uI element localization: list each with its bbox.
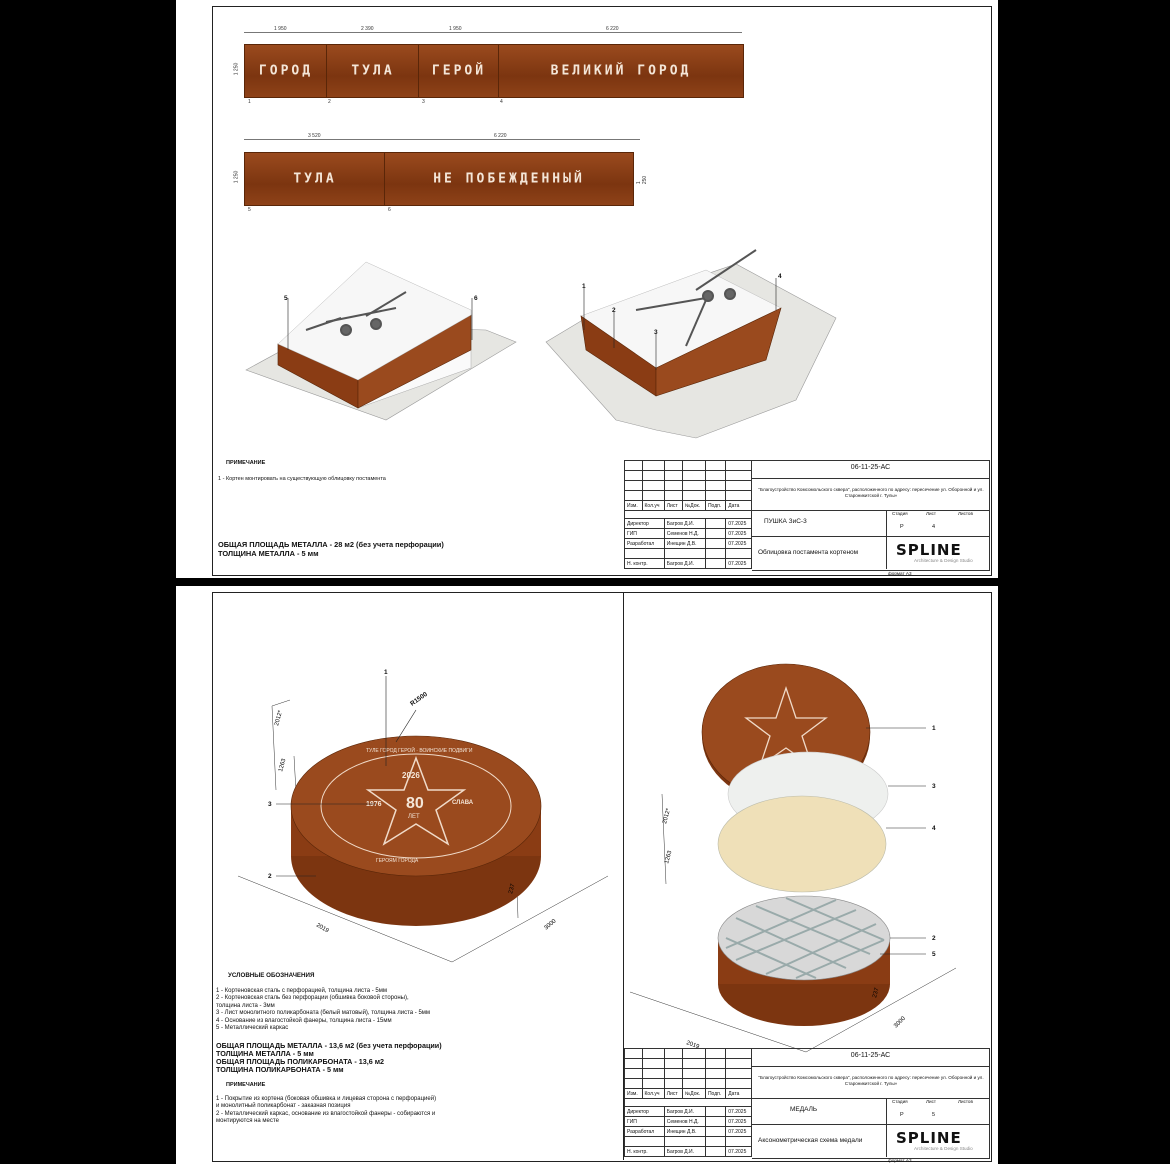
stage-header: Стадия bbox=[892, 511, 908, 516]
sheets-header: Листов bbox=[958, 511, 973, 516]
summary-line: ОБЩАЯ ПЛОЩАДЬ МЕТАЛЛА - 13,6 м2 (без учета перфорации) bbox=[216, 1041, 442, 1050]
summary-area: ОБЩАЯ ПЛОЩАДЬ МЕТАЛЛА - 28 м2 (без учета перфорации) bbox=[218, 540, 444, 549]
dim-radius: R1500 bbox=[409, 690, 429, 708]
stage-value: Р bbox=[900, 524, 904, 530]
dim-panel-3: 1 950 bbox=[449, 26, 462, 32]
dimension-line bbox=[244, 32, 742, 33]
corten-panel-6 bbox=[384, 152, 634, 206]
name-cell bbox=[664, 1137, 705, 1147]
panel-number-4: 4 bbox=[500, 99, 503, 105]
note-title: ПРИМЕЧАНИЕ bbox=[226, 460, 266, 466]
name-cell: Багров Д.И. bbox=[664, 519, 705, 529]
panel-text: ГОРОД bbox=[258, 63, 314, 79]
dim-panel-6: 6 220 bbox=[494, 133, 507, 139]
panel-text: ГЕРОЙ bbox=[431, 63, 487, 79]
summary-block bbox=[216, 1042, 442, 1074]
name-cell: Багров Д.И. bbox=[664, 1107, 705, 1117]
format-label: формат А3 bbox=[888, 1158, 912, 1163]
role-cell: Разработал bbox=[625, 539, 665, 549]
legend-item: 3 - Лист монолитного поликарбоната (белый матовый), толщина листа - 5мм bbox=[216, 1010, 431, 1017]
callout-1: 1 bbox=[582, 283, 586, 290]
document-code: 06-11-25-АС bbox=[850, 1052, 891, 1059]
sheets-header: Листов bbox=[958, 1099, 973, 1104]
header-cell: Лист bbox=[664, 1089, 682, 1099]
dimension-line bbox=[244, 139, 640, 140]
role-cell: Директор bbox=[625, 1107, 665, 1117]
header-cell: Изм. bbox=[625, 501, 643, 511]
corten-panel-4 bbox=[498, 44, 744, 98]
dim-panel-2: 2 390 bbox=[361, 26, 374, 32]
sheet-header: Лист bbox=[926, 511, 936, 516]
dim-height-right: 1 250 bbox=[636, 175, 649, 185]
dim-h3: 237 bbox=[508, 883, 517, 895]
plywood-base bbox=[718, 796, 886, 892]
note-item: и монолитный поликарбонат - заказная позиция bbox=[216, 1103, 351, 1110]
drawing-name: Облицовка постамента кортеном bbox=[758, 549, 859, 556]
note-item: монтируются на месте bbox=[216, 1118, 279, 1125]
legend-item: 1 - Кортеновская сталь с перфорацией, толщина листа - 5мм bbox=[216, 988, 387, 994]
note-item: 1 - Покрытие из кортена (боковая обшивка и лицевая сторона с перфорацией) bbox=[216, 1096, 437, 1102]
medal-ring-top: ТУЛЕ ГОРОД ГЕРОЙ · ВОИНСКИЕ ПОДВИГИ bbox=[366, 748, 473, 754]
drawing-sheet-5 bbox=[176, 586, 998, 1164]
date-cell: 07.2025 bbox=[726, 1147, 752, 1157]
drawing-sheet-4 bbox=[176, 0, 998, 578]
name-cell: Багров Д.И. bbox=[664, 1147, 705, 1157]
legend-item: 5 - Металлический каркас bbox=[216, 1025, 289, 1032]
role-cell: Разработал bbox=[625, 1127, 665, 1137]
note-title: ПРИМЕЧАНИЕ bbox=[226, 1082, 266, 1088]
pedestal-view-right bbox=[546, 250, 836, 438]
date-cell: 07.2025 bbox=[726, 1117, 752, 1127]
dim-panel-1: 1 950 bbox=[274, 26, 287, 32]
date-cell: 07.2025 bbox=[726, 1107, 752, 1117]
header-cell: Кол.уч bbox=[642, 501, 664, 511]
legend-item: 4 - Основание из влагостойкой фанеры, толщина листа - 15мм bbox=[216, 1017, 392, 1024]
revision-table bbox=[624, 460, 752, 569]
sheet-value: 5 bbox=[932, 1112, 936, 1118]
callout-1: 1 bbox=[384, 669, 388, 676]
dim-panel-5: 3 520 bbox=[308, 133, 321, 139]
legend-item: 2 - Кортеновская сталь без перфорации (обшивка боковой стороны), bbox=[216, 995, 409, 1002]
corten-panel-5 bbox=[244, 152, 386, 206]
date-cell bbox=[726, 1137, 752, 1147]
dim-height: 1 250 bbox=[233, 62, 240, 76]
dim-d2: 3000 bbox=[543, 918, 558, 932]
corten-panel-2 bbox=[326, 44, 420, 98]
summary-line: ОБЩАЯ ПЛОЩАДЬ ПОЛИКАРБОНАТА - 13,6 м2 bbox=[216, 1057, 385, 1066]
panel-text: ТУЛА bbox=[351, 63, 395, 79]
header-cell: Лист bbox=[664, 501, 682, 511]
header-cell: Дата bbox=[726, 1089, 752, 1099]
panel-text: ВЕЛИКИЙ ГОРОД bbox=[550, 63, 692, 79]
name-cell: Багров Д.И. bbox=[664, 559, 705, 569]
name-cell: Инещин Д.В. bbox=[664, 539, 705, 549]
role-cell: ГИП bbox=[625, 529, 665, 539]
callout-3: 3 bbox=[268, 801, 272, 808]
medal-ring-bottom: ГЕРОЯМ ГОРОДА bbox=[376, 858, 419, 864]
panel-number-5: 5 bbox=[248, 207, 251, 213]
stage-value: Р bbox=[900, 1112, 904, 1118]
role-cell: Н. контр. bbox=[625, 559, 665, 569]
callout-1: 1 bbox=[932, 725, 936, 732]
role-cell bbox=[625, 549, 665, 559]
name-cell: Инещин Д.В. bbox=[664, 1127, 705, 1137]
callout-4: 4 bbox=[778, 273, 782, 280]
date-cell: 07.2025 bbox=[726, 559, 752, 569]
date-cell bbox=[726, 549, 752, 559]
role-cell bbox=[625, 1137, 665, 1147]
dim-h2: 1263 bbox=[278, 758, 288, 773]
panel-text: НЕ ПОБЕЖДЕННЫЙ bbox=[433, 171, 585, 187]
spline-logo: SPLINE bbox=[896, 541, 962, 559]
pedestal-views bbox=[236, 250, 916, 450]
sheet-header: Лист bbox=[926, 1099, 936, 1104]
legend-list bbox=[216, 988, 430, 1032]
dim-h1: 2012* bbox=[662, 807, 672, 825]
dim-d2: 3000 bbox=[893, 1015, 907, 1030]
summary-line: ТОЛЩИНА ПОЛИКАРБОНАТА - 5 мм bbox=[216, 1065, 344, 1074]
callout-5: 5 bbox=[932, 951, 936, 958]
panel-number-1: 1 bbox=[248, 99, 251, 105]
panel-number-3: 3 bbox=[422, 99, 425, 105]
metal-frame bbox=[718, 896, 890, 1026]
summary-thickness: ТОЛЩИНА МЕТАЛЛА - 5 мм bbox=[218, 549, 319, 558]
corten-panel-3 bbox=[418, 44, 500, 98]
date-cell: 07.2025 bbox=[726, 1127, 752, 1137]
dim-height-left: 1 250 bbox=[233, 170, 240, 184]
notes-list bbox=[216, 1096, 436, 1126]
spline-logo: SPLINE bbox=[896, 1129, 962, 1147]
dim-h3: 237 bbox=[872, 987, 881, 999]
dim-h2: 1263 bbox=[664, 850, 674, 865]
medal-year-top: 2026 bbox=[402, 771, 420, 780]
object-name: ПУШКА ЗиС-3 bbox=[764, 518, 807, 525]
format-label: формат А3 bbox=[888, 571, 912, 576]
medal-years-sub: ЛЕТ bbox=[408, 814, 420, 820]
callout-3: 3 bbox=[654, 329, 658, 336]
note-text: 1 - Кортен монтировать на существующую облицовку постамента bbox=[218, 476, 386, 482]
note-item: 2 - Металлический каркас, основание из влагостойкой фанеры - собираются и bbox=[216, 1110, 436, 1117]
medal-year-left: 1976 bbox=[366, 801, 382, 808]
stage-header: Стадия bbox=[892, 1099, 908, 1104]
sheet-value: 4 bbox=[932, 524, 936, 530]
callout-6: 6 bbox=[474, 295, 478, 302]
callout-3: 3 bbox=[932, 783, 936, 790]
panel-text: ТУЛА bbox=[293, 171, 337, 187]
header-cell: Подп. bbox=[705, 501, 725, 511]
callout-2: 2 bbox=[268, 873, 272, 880]
panel-number-6: 6 bbox=[388, 207, 391, 213]
corten-panel-1 bbox=[244, 44, 328, 98]
name-cell: Семенов Н.Д. bbox=[664, 529, 705, 539]
callout-5: 5 bbox=[284, 295, 288, 302]
logo-subtitle: Architecture & Design Studio bbox=[914, 1146, 973, 1151]
role-cell: ГИП bbox=[625, 1117, 665, 1127]
header-cell: Подп. bbox=[705, 1089, 725, 1099]
legend-item: толщина листа - 3мм bbox=[216, 1002, 275, 1009]
callout-2: 2 bbox=[932, 935, 936, 942]
project-title: "Благоустройство Комсомольского сквера", расположенного по адресу: пересечение ул. Оборонной и ул. Староникитской г. Тулы» bbox=[758, 487, 984, 498]
name-cell: Семенов Н.Д. bbox=[664, 1117, 705, 1127]
medal-slava: СЛАВА bbox=[452, 800, 474, 806]
dim-d1: 2019 bbox=[315, 922, 330, 935]
date-cell: 07.2025 bbox=[726, 539, 752, 549]
elevation-1 bbox=[233, 26, 744, 106]
dim-h1: 2012* bbox=[274, 709, 284, 727]
drawing-name: Аксонометрическая схема медали bbox=[758, 1137, 863, 1144]
medal-assembled-view bbox=[216, 669, 616, 976]
medal-years: 80 bbox=[406, 795, 424, 812]
title-block bbox=[624, 1048, 990, 1163]
title-block bbox=[624, 460, 990, 576]
revision-table bbox=[624, 1048, 752, 1157]
callout-4: 4 bbox=[932, 825, 936, 832]
dim-panel-4: 6 220 bbox=[606, 26, 619, 32]
pedestal-view-left bbox=[246, 262, 516, 420]
document-code: 06-11-25-АС bbox=[850, 464, 891, 471]
project-title: "Благоустройство Комсомольского сквера", расположенного по адресу: пересечение ул. Оборонной и ул. Староникитской г. Тулы» bbox=[758, 1075, 984, 1086]
dim-d1: 2019 bbox=[685, 1040, 700, 1051]
elevation-2 bbox=[233, 130, 649, 216]
date-cell: 07.2025 bbox=[726, 519, 752, 529]
role-cell: Н. контр. bbox=[625, 1147, 665, 1157]
header-cell: №Док. bbox=[682, 1089, 705, 1099]
header-cell: Дата bbox=[726, 501, 752, 511]
header-cell: №Док. bbox=[682, 501, 705, 511]
date-cell: 07.2025 bbox=[726, 529, 752, 539]
legend-title: УСЛОВНЫЕ ОБОЗНАЧЕНИЯ bbox=[228, 972, 315, 979]
name-cell bbox=[664, 549, 705, 559]
medal-exploded-view bbox=[626, 648, 986, 1058]
header-cell: Изм. bbox=[625, 1089, 643, 1099]
summary-line: ТОЛЩИНА МЕТАЛЛА - 5 мм bbox=[216, 1049, 314, 1058]
object-name: МЕДАЛЬ bbox=[790, 1106, 818, 1113]
header-cell: Кол.уч bbox=[642, 1089, 664, 1099]
callout-2: 2 bbox=[612, 307, 616, 314]
panel-number-2: 2 bbox=[328, 99, 331, 105]
logo-subtitle: Architecture & Design Studio bbox=[914, 558, 973, 563]
role-cell: Директор bbox=[625, 519, 665, 529]
